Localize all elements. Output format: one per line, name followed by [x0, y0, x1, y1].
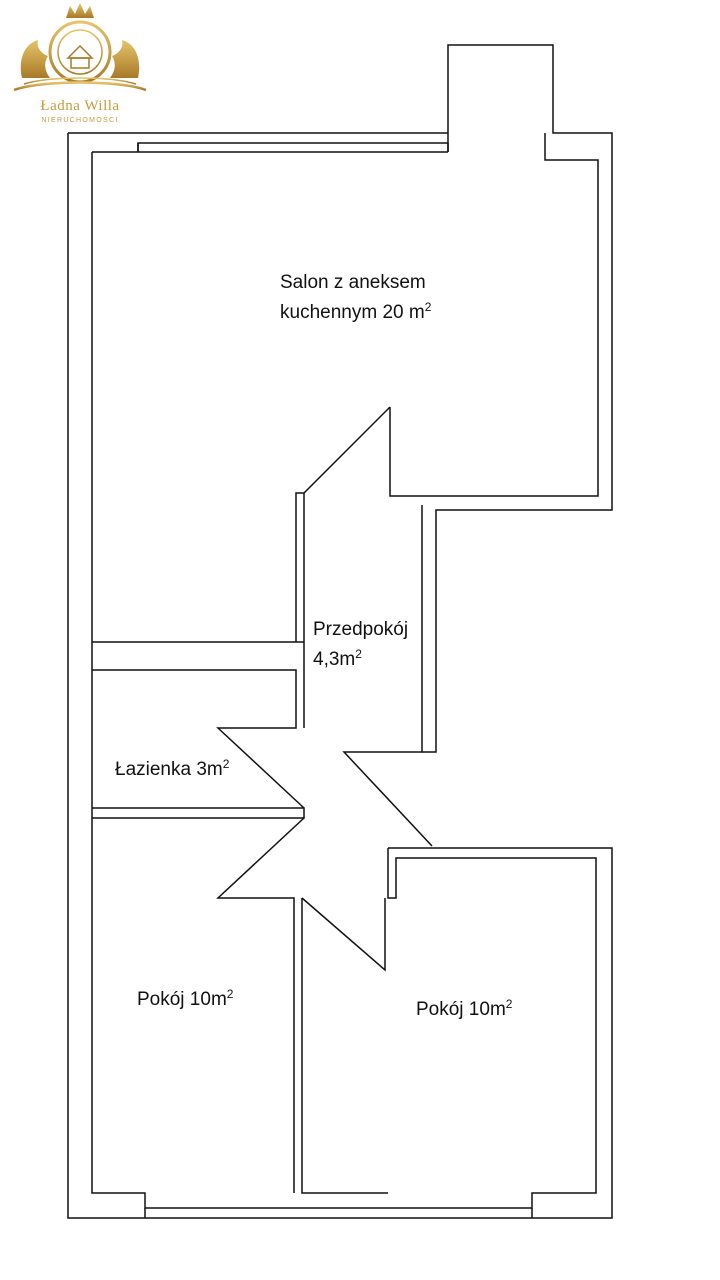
salon-sup: 2	[424, 300, 432, 314]
pokoj-left-sup: 2	[226, 987, 234, 1001]
room-label-lazienka	[115, 755, 229, 785]
przedpokoj-line1: Przedpokój	[313, 619, 409, 640]
pokoj-right-sup: 2	[505, 997, 513, 1011]
logo-subtitle: NIERUCHOMOŚCI	[41, 117, 119, 124]
room-label-pokoj-right	[416, 995, 512, 1025]
przedpokoj-area: 4,3m	[313, 649, 356, 670]
room-label-salon	[280, 268, 431, 328]
przedpokoj-line2	[313, 645, 408, 675]
lazienka-sup: 2	[222, 757, 230, 771]
lazienka-area: Łazienka 3m	[115, 759, 223, 780]
hall-diagonal-top	[296, 407, 390, 642]
bottom-window	[145, 1208, 532, 1218]
room-label-przedpokoj	[313, 615, 408, 675]
door-diagonal	[302, 898, 385, 970]
salon-line1: Salon z aneksem	[280, 272, 426, 293]
bathroom-bottom-wall	[92, 808, 304, 818]
hall-right-wall	[344, 505, 432, 846]
salon-area: kuchennym 20 m	[280, 302, 425, 323]
logo-name: Ładna Willa	[40, 98, 120, 114]
room-divider	[218, 818, 388, 1193]
window-top	[138, 143, 448, 152]
pokoj-right-area: Pokój 10m	[416, 999, 506, 1020]
przedpokoj-sup: 2	[355, 647, 362, 661]
pokoj-left-area: Pokój 10m	[137, 989, 227, 1010]
room-label-pokoj-left	[137, 985, 233, 1015]
salon-line2	[280, 298, 431, 328]
